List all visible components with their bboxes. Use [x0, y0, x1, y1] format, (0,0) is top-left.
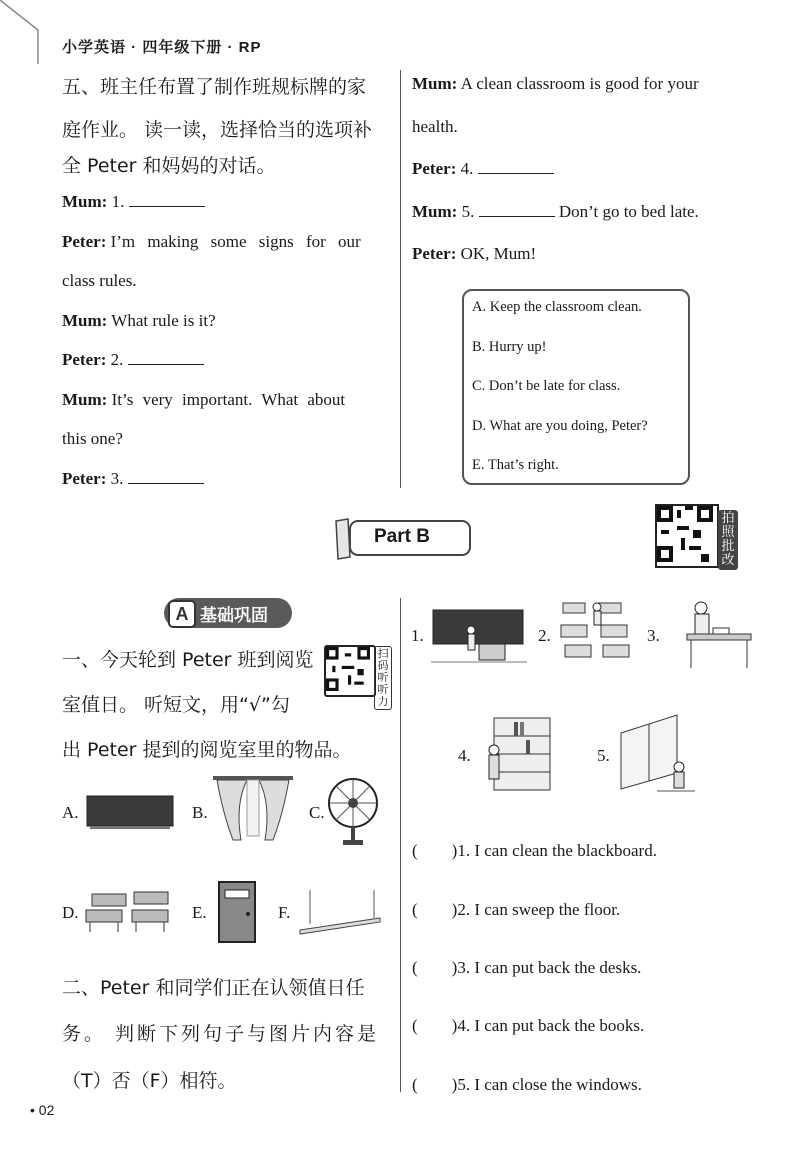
- item-label-c: C.: [309, 803, 325, 822]
- item-label-b: B.: [192, 803, 208, 822]
- light-illustration: [296, 888, 382, 938]
- picture-label-2: 2.: [538, 626, 551, 645]
- section1-instruction-3: 出 Peter 提到的阅览室里的物品。: [62, 739, 352, 761]
- picture-window: [617, 713, 695, 797]
- page-number: • 02: [30, 1102, 55, 1118]
- item-label-a: A.: [62, 803, 79, 822]
- picture-label-1: 1.: [411, 626, 424, 645]
- qr-code-grading[interactable]: [655, 504, 719, 568]
- door-illustration: [217, 880, 257, 944]
- column-divider-top: [400, 70, 401, 488]
- picture-bookshelf: [484, 716, 554, 792]
- statement-2[interactable]: ( )2. I can sweep the floor.: [412, 900, 621, 919]
- section5-instruction-3: 全 Peter 和妈妈的对话。: [62, 155, 276, 177]
- dialogue-line: class rules.: [62, 271, 137, 290]
- dialogue-line: Mum: 5. Don’t go to bed late.: [412, 202, 699, 221]
- picture-label-3: 3.: [647, 626, 660, 645]
- page-corner-decoration: [0, 0, 44, 64]
- statement-4[interactable]: ( )4. I can put back the books.: [412, 1016, 645, 1035]
- part-b-label: Part B: [374, 526, 430, 547]
- answer-blank-1[interactable]: [129, 192, 205, 207]
- dialogue-line: health.: [412, 117, 458, 136]
- statement-1[interactable]: ( )1. I can clean the blackboard.: [412, 841, 657, 860]
- option-a: A. Keep the classroom clean.: [472, 299, 642, 315]
- section2-instruction-3: （T）否（F）相符。: [62, 1070, 237, 1092]
- section1-instruction-2: 室值日。 听短文，用“√”勾: [62, 694, 290, 716]
- dialogue-line: Mum: It’s very important. What about: [62, 390, 346, 409]
- badge-text: 基础巩固: [200, 606, 268, 626]
- curtain-illustration: [213, 774, 293, 850]
- dialogue-line: Mum: 1.: [62, 192, 205, 212]
- basic-badge: [164, 598, 292, 628]
- answer-blank-3[interactable]: [128, 469, 204, 484]
- qr-code-listening[interactable]: [324, 645, 376, 697]
- page-header: 小学英语 · 四年级下册 · RP: [62, 39, 262, 56]
- statement-5[interactable]: ( )5. I can close the windows.: [412, 1075, 642, 1094]
- options-box: [462, 289, 690, 485]
- dialogue-line: Mum: A clean classroom is good for your: [412, 74, 699, 93]
- dialogue-line: Peter: 4.: [412, 159, 554, 179]
- part-b-banner: [334, 517, 474, 566]
- section1-instruction-1: 一、今天轮到 Peter 班到阅览: [62, 649, 314, 671]
- option-e: E. That’s right.: [472, 457, 559, 473]
- blackboard-illustration: [86, 794, 174, 832]
- dialogue-line: Peter: 2.: [62, 350, 204, 370]
- picture-label-5: 5.: [597, 746, 610, 765]
- fan-illustration: [326, 776, 380, 848]
- option-c: C. Don’t be late for class.: [472, 378, 621, 394]
- answer-blank-4[interactable]: [478, 159, 554, 174]
- dialogue-line: this one?: [62, 429, 123, 448]
- dialogue-line: Mum: What rule is it?: [62, 311, 216, 330]
- option-d: D. What are you doing, Peter?: [472, 418, 648, 434]
- dialogue-line: Peter: 3.: [62, 469, 204, 489]
- item-label-f: F.: [278, 903, 291, 922]
- badge-letter: A: [168, 600, 196, 628]
- qr-grading-label: 拍照批改: [718, 510, 738, 570]
- item-label-e: E.: [192, 903, 207, 922]
- dialogue-line: Peter: I’m making some signs for our: [62, 232, 361, 251]
- qr-listening-label: 扫码听听力: [374, 646, 392, 710]
- column-divider-bottom: [400, 598, 401, 1092]
- picture-label-4: 4.: [458, 746, 471, 765]
- dialogue-line: Peter: OK, Mum!: [412, 244, 537, 263]
- answer-blank-2[interactable]: [128, 350, 204, 365]
- section5-instruction-2: 庭作业。 读一读，选择恰当的选项补: [62, 119, 373, 141]
- answer-blank-5[interactable]: [479, 202, 555, 217]
- picture-blackboard-cleaning: [431, 608, 527, 666]
- statement-3[interactable]: ( )3. I can put back the desks.: [412, 958, 642, 977]
- picture-desks: [559, 597, 633, 669]
- section5-instruction-1: 五、班主任布置了制作班规标牌的家: [62, 76, 367, 98]
- item-label-d: D.: [62, 903, 79, 922]
- picture-book-reading: [667, 598, 761, 670]
- desks-illustration: [84, 888, 176, 934]
- option-b: B. Hurry up!: [472, 339, 547, 355]
- section2-instruction-1: 二、Peter 和同学们正在认领值日任: [62, 977, 365, 999]
- section2-instruction-2: 务。 判断下列句子与图片内容是: [62, 1023, 380, 1045]
